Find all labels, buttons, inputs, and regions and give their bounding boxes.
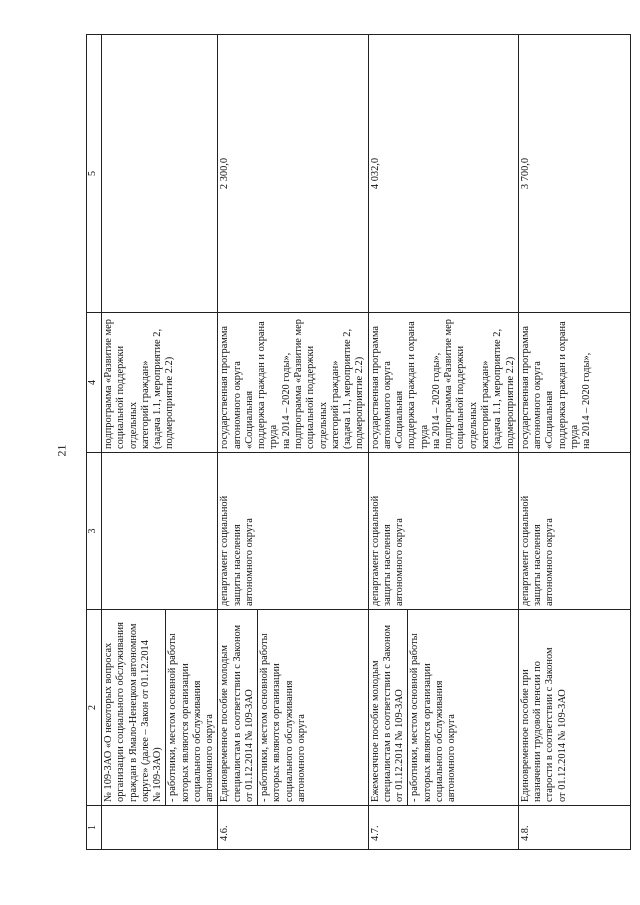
amount-value: 2 300,0	[218, 35, 368, 313]
program-line: социальной поддержки отдельных	[455, 345, 479, 449]
program-line: (задача 1.1, мероприятие 2,	[152, 328, 164, 449]
program-line: государственная программа	[369, 326, 381, 449]
page-number: 21	[54, 444, 69, 457]
header-col-2: 2	[87, 610, 102, 806]
program-line: социальной поддержки отдельных	[305, 345, 329, 449]
state-program	[218, 313, 368, 453]
program-line: подмероприятие 2.2)	[164, 356, 176, 449]
state-program	[518, 313, 630, 453]
program-line: категорий граждан»	[139, 360, 151, 449]
department-line: защиты населения	[532, 524, 544, 606]
program-line: подмероприятие 2.2)	[504, 356, 516, 449]
description-line: граждан в Ямало-Ненецком автономном	[127, 623, 139, 802]
program-line: на 2014 – 2020 годы»,	[430, 352, 442, 449]
department-line: защиты населения	[231, 524, 243, 606]
measure-description	[518, 610, 630, 806]
program-line: автономного округа «Социальная	[532, 361, 556, 449]
program-line: категорий граждан»	[479, 360, 491, 449]
state-program	[102, 313, 218, 453]
recipients-line: - работники, местом основной работы	[409, 633, 421, 802]
program-line: (задача 1.1, мероприятие 2,	[492, 328, 504, 449]
recipients-line: автономного округа	[295, 714, 307, 802]
department-line: департамент социальной	[519, 495, 531, 606]
recipients-line: социального обслуживания	[283, 680, 295, 802]
description-line: организации социального обслуживания	[115, 622, 127, 802]
table-row	[368, 35, 518, 850]
description-line: округе» (далее – Закон от 01.12.2014	[139, 640, 151, 802]
table-row	[518, 35, 630, 850]
description-line: старости в соответствии с Законом	[544, 647, 556, 802]
recipients-line: социального обслуживания	[191, 680, 203, 802]
rotated-table-sheet	[86, 35, 592, 850]
amount-value: 4 032,0	[368, 35, 518, 313]
program-line: подпрограмма «Развитие мер	[292, 319, 304, 449]
program-line: на 2014 – 2020 годы»,	[280, 352, 292, 449]
program-line: автономного округа «Социальная	[381, 361, 406, 449]
recipients-line: которых являются организации	[271, 663, 283, 802]
program-line: государственная программа	[519, 326, 531, 449]
amount-value	[102, 35, 218, 313]
program-line: государственная программа	[219, 326, 231, 449]
recipients-line: автономного округа	[204, 714, 216, 802]
description-line: Единовременное пособие при	[519, 669, 531, 802]
measure-description	[218, 610, 368, 806]
description-line: № 109-ЗАО «О некоторых вопросах	[103, 642, 114, 802]
program-line: поддержка граждан и охрана труда	[406, 321, 430, 449]
program-line: подпрограмма «Развитие мер	[103, 319, 114, 449]
description-line: специалистам в соответствии с Законом	[231, 624, 243, 802]
measure-description	[102, 610, 218, 806]
row-number	[102, 806, 218, 850]
program-line: поддержка граждан и охрана труда	[556, 321, 580, 449]
description-line: назначении трудовой пенсии по	[532, 661, 544, 802]
row-number: 4.8.	[518, 806, 630, 850]
description-line: Ежемесячное пособие молодым	[369, 660, 381, 802]
description-line: от 01.12.2014 № 109-ЗАО	[556, 689, 568, 802]
recipients-line: - работники, местом основной работы	[259, 633, 271, 802]
description-line: от 01.12.2014 № 109-ЗАО	[394, 689, 406, 802]
measure-description	[368, 610, 518, 806]
description-line: от 01.12.2014 № 109-ЗАО	[243, 689, 255, 802]
row-number: 4.7.	[368, 806, 518, 850]
budget-table	[86, 34, 631, 850]
recipients-line: которых являются организации	[179, 663, 191, 802]
header-col-5: 5	[87, 35, 102, 313]
recipients-line: социального обслуживания	[433, 680, 445, 802]
program-line: (задача 1.1, мероприятие 2,	[342, 328, 354, 449]
program-line: поддержка граждан и охрана труда	[256, 321, 280, 449]
description-line: специалистам в соответствии с Законом	[381, 624, 393, 802]
header-row	[87, 35, 102, 850]
table-row	[218, 35, 368, 850]
department-line: автономного округа	[544, 518, 556, 606]
header-col-3: 3	[87, 453, 102, 610]
program-line: социальной поддержки отдельных	[115, 345, 139, 449]
department-line: департамент социальной	[219, 495, 231, 606]
responsible-department	[218, 453, 368, 610]
amount-value: 3 700,0	[518, 35, 630, 313]
table-row	[102, 35, 218, 850]
recipients-note	[257, 610, 308, 805]
header-col-1: 1	[87, 806, 102, 850]
description-line: Единовременное пособие молодым	[219, 645, 231, 802]
responsible-department	[518, 453, 630, 610]
department-line: автономного округа	[243, 518, 255, 606]
description-line: № 109-ЗАО)	[152, 747, 164, 802]
program-line: на 2014 – 2020 годы»,	[581, 352, 593, 449]
department-line: автономного округа	[394, 518, 406, 606]
recipients-line: автономного округа	[446, 714, 458, 802]
table-body	[102, 35, 631, 850]
state-program	[368, 313, 518, 453]
header-col-4: 4	[87, 313, 102, 453]
recipients-line: которых являются организации	[421, 663, 433, 802]
responsible-department	[102, 453, 218, 610]
row-number: 4.6.	[218, 806, 368, 850]
program-line: подпрограмма «Развитие мер	[443, 319, 455, 449]
responsible-department	[368, 453, 518, 610]
program-line: категорий граждан»	[329, 360, 341, 449]
program-line: автономного округа «Социальная	[231, 361, 255, 449]
program-line: подмероприятие 2.2)	[354, 356, 366, 449]
recipients-note	[165, 610, 216, 805]
recipients-note	[407, 610, 458, 805]
recipients-line: - работники, местом основной работы	[167, 633, 179, 802]
department-line: защиты населения	[381, 524, 393, 606]
department-line: департамент социальной	[369, 495, 381, 606]
